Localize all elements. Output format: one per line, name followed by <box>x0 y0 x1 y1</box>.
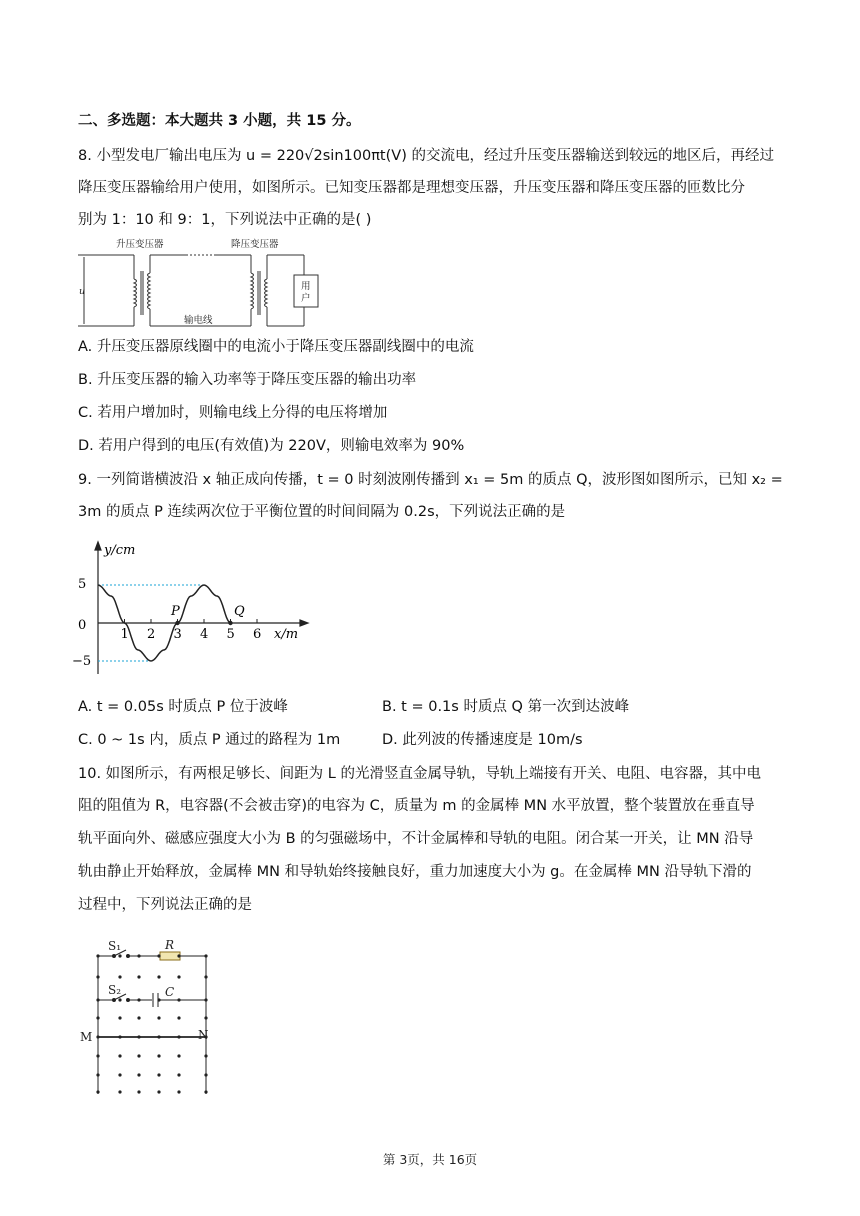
step-up-label: 升压变压器 <box>116 239 164 250</box>
q8-line-1: 8. 小型发电厂输出电压为 u = 220√2sin100πt(V) 的交流电，经过升压变压器输送到较远的地区后，再经过 <box>78 148 774 164</box>
n-label: N <box>198 1028 209 1042</box>
s1-label: S₁ <box>108 939 122 953</box>
field-dot <box>96 1035 99 1038</box>
field-dot <box>118 1054 121 1057</box>
step-down-label: 降压变压器 <box>231 239 279 250</box>
q9-option-b: B. t = 0.1s 时质点 Q 第一次到达波峰 <box>382 699 630 715</box>
q10-line-4: 轨由静止开始释放，金属棒 MN 和导轨始终接触良好，重力加速度大小为 g。在金属棒 MN 沿导轨下滑的 <box>78 864 752 880</box>
field-dot <box>118 1090 121 1093</box>
field-dot <box>177 1073 180 1076</box>
point-label-q: Q <box>234 604 245 619</box>
field-dot <box>137 1054 140 1057</box>
x-tick-label: 6 <box>253 627 262 642</box>
field-dot <box>177 954 180 957</box>
field-dot <box>157 954 160 957</box>
q10-line-1: 10. 如图所示，有两根足够长、间距为 L 的光滑竖直金属导轨，导轨上端接有开关、电阻、电容器，其中电 <box>78 766 761 782</box>
field-dot <box>204 975 207 978</box>
field-dot <box>96 1054 99 1057</box>
q8-option-b: B. 升压变压器的输入功率等于降压变压器的输出功率 <box>78 372 417 388</box>
q9-line-1: 9. 一列简谐横波沿 x 轴正成向传播，t = 0 时刻波刚传播到 x₁ = 5m 的质点 Q，波形图如图所示，已知 x₂ = <box>78 472 783 488</box>
voltage-label: u <box>79 286 86 297</box>
q10-line-2: 阻的阻值为 R，电容器(不会被击穿)的电容为 C，质量为 m 的金属棒 MN 水平放置，整个装置放在垂直导 <box>78 798 755 814</box>
x-tick-label: 1 <box>120 627 129 642</box>
point-label-p: P <box>171 604 180 619</box>
q9-option-a: A. t = 0.05s 时质点 P 位于波峰 <box>78 699 288 715</box>
q8-option-c: C. 若用户增加时，则输电线上分得的电压将增加 <box>78 405 388 421</box>
q8-option-a: A. 升压变压器原线圈中的电流小于降压变压器副线圈中的电流 <box>78 339 474 355</box>
user-label-1: 用 <box>301 281 311 292</box>
field-dot <box>96 1016 99 1019</box>
x-axis-arrow <box>300 620 308 626</box>
q9-line-2: 3m 的质点 P 连续两次位于平衡位置的时间间隔为 0.2s，下列说法正确的是 <box>78 504 566 520</box>
field-dot <box>177 1035 180 1038</box>
field-dot <box>137 1073 140 1076</box>
rail-circuit-diagram <box>76 938 216 1096</box>
field-dot <box>118 1016 121 1019</box>
field-dot <box>137 998 140 1001</box>
x-axis-label: x/m <box>274 627 299 642</box>
field-dot <box>96 998 99 1001</box>
field-dot <box>96 1090 99 1093</box>
y-axis-label: y/cm <box>104 543 136 558</box>
r-label: R <box>165 938 175 952</box>
field-dot <box>137 1016 140 1019</box>
q8-line-3: 别为 1：10 和 9：1，下列说法中正确的是( ) <box>78 212 372 228</box>
x-tick-label: 4 <box>200 627 209 642</box>
field-dot <box>157 1016 160 1019</box>
field-dot <box>157 975 160 978</box>
q9-option-c: C. 0 ~ 1s 内，质点 P 通过的路程为 1m <box>78 732 341 748</box>
point-q <box>228 621 232 625</box>
field-dot <box>157 1073 160 1076</box>
user-label-2: 户 <box>301 293 311 304</box>
line-label: 输电线 <box>184 315 213 326</box>
field-dot <box>118 1035 121 1038</box>
field-dot <box>96 975 99 978</box>
field-dot <box>204 998 207 1001</box>
field-dot <box>118 1073 121 1076</box>
s2-label: S₂ <box>108 983 122 997</box>
q9-option-d: D. 此列波的传播速度是 10m/s <box>382 732 583 748</box>
section-title: 二、多选题：本大题共 3 小题，共 15 分。 <box>78 113 361 129</box>
field-dot <box>177 998 180 1001</box>
c-label: C <box>165 985 175 999</box>
field-dot <box>204 1090 207 1093</box>
y-tick-label: 0 <box>78 618 87 633</box>
field-dot <box>157 1035 160 1038</box>
wave-chart <box>72 538 316 678</box>
field-dot <box>137 1035 140 1038</box>
field-dot <box>177 1016 180 1019</box>
y-axis-arrow <box>95 542 101 550</box>
field-dot <box>96 954 99 957</box>
field-dot <box>204 954 207 957</box>
x-tick-label: 5 <box>226 627 235 642</box>
x-tick-label: 2 <box>147 627 156 642</box>
q10-line-5: 过程中，下列说法正确的是 <box>78 897 252 913</box>
field-dot <box>137 954 140 957</box>
field-dot <box>177 1054 180 1057</box>
resistor-r <box>160 952 180 960</box>
transformer-diagram <box>76 235 336 335</box>
field-dot <box>177 1090 180 1093</box>
field-dot <box>137 1090 140 1093</box>
field-dot <box>157 1054 160 1057</box>
field-dot <box>118 954 121 957</box>
q8-option-d: D. 若用户得到的电压(有效值)为 220V，则输电效率为 90% <box>78 438 465 454</box>
y-tick-label: 5 <box>78 577 87 592</box>
field-dot <box>204 1054 207 1057</box>
point-p <box>175 621 179 625</box>
field-dot <box>157 998 160 1001</box>
field-dot <box>96 1073 99 1076</box>
field-dot <box>157 1090 160 1093</box>
field-dot <box>137 975 140 978</box>
field-dot <box>118 998 121 1001</box>
field-dot <box>118 975 121 978</box>
y-tick-label: −5 <box>72 654 92 669</box>
field-dot <box>177 975 180 978</box>
q8-line-2: 降压变压器输给用户使用，如图所示。已知变压器都是理想变压器，升压变压器和降压变压器的匝数比分 <box>78 180 745 196</box>
q10-line-3: 轨平面向外、磁感应强度大小为 B 的匀强磁场中，不计金属棒和导轨的电阻。闭合某一开关，让 MN 沿导 <box>78 831 754 847</box>
page-footer: 第 3页，共 16页 <box>382 1152 478 1167</box>
field-dot <box>204 1016 207 1019</box>
x-tick-label: 3 <box>173 627 182 642</box>
m-label: M <box>80 1030 93 1044</box>
field-dot <box>204 1073 207 1076</box>
